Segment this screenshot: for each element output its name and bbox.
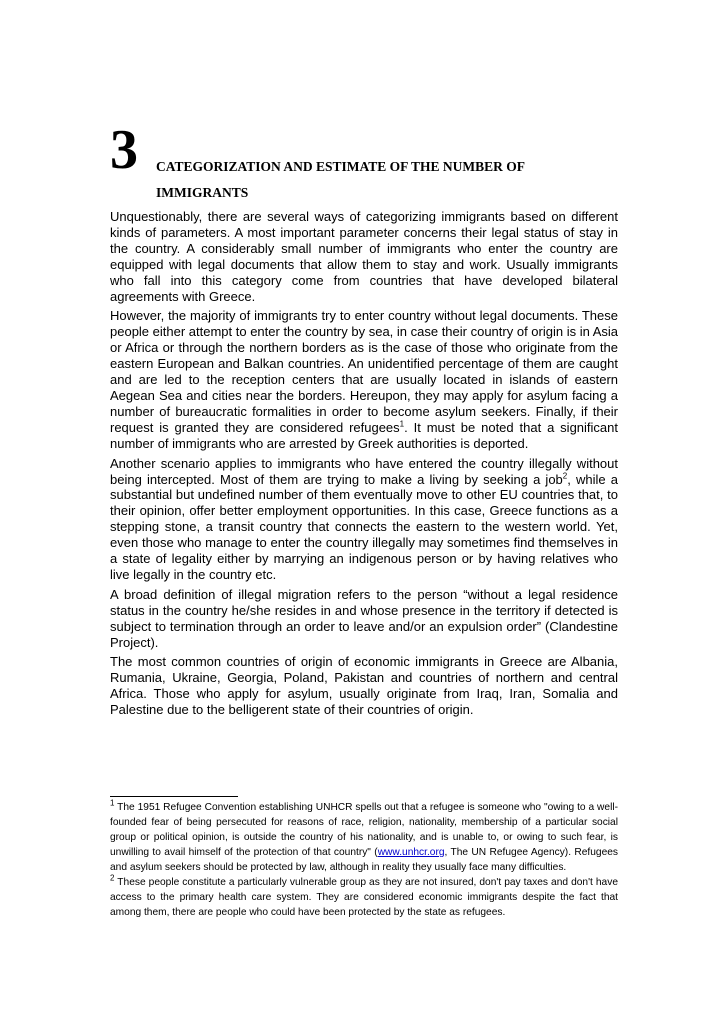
paragraph-3 [110, 456, 618, 583]
chapter-number: 3 [110, 119, 138, 181]
footnote-ref-1[interactable]: 1 [399, 419, 405, 429]
footnote-1 [110, 800, 618, 875]
footnote-2-text: These people constitute a particularly vulnerable group as they are not insured, don't pay taxes and don't have access to the primary health care system. They are considered economic immigrants despite the fact that among them, there are people who could have been protected by the state as refugees. [110, 877, 618, 918]
chapter-title [156, 154, 616, 206]
footnote-2-mark: 2 [110, 873, 115, 883]
paragraph-2-text-a: However, the majority of immigrants try to enter country without legal documents. These people either attempt to enter the country by sea, in case their country of origin is in Asia or Africa or through the northern borders as is the case of those who originate from the eastern European and Balkan countries. An unidentified percentage of them are caught and are led to the reception centers that are usually located in islands of eastern Aegean Sea and cities near the borders. Hereupon, they may apply for asylum facing a number of bureaucratic formalities in order to become asylum seekers. Finally, if their request is granted they are considered refugees [110, 308, 619, 435]
unhcr-link[interactable]: www.unhcr.org [377, 847, 445, 858]
paragraph-1: Unquestionably, there are several ways of categorizing immigrants based on different kinds of parameters. A most important parameter concerns their legal status of stay in the country. A considerably small number of immigrants who enter the country are equipped with legal documents that allow them to stay and work. Usually immigrants who fall into this category come from countries that have developed bilateral agreements with Greece. [110, 209, 618, 304]
paragraph-3-text-b: , while a substantial but undefined number of them eventually move to other EU countries that, to their opinion, offer better employment opportunities. In this case, Greece functions as a stepping stone, a transit country that connects the eastern to the western world. Yet, even those who manage to enter the country illegally may sometimes find themselves in a state of legality either by marrying an indigenous person or by having relatives who live legally in the country etc. [110, 471, 618, 582]
footnote-1-text-a: The 1951 Refugee Convention establishing UNHCR spells out that a refugee is someone who "owing to a well-founded fear of being persecuted for reasons of race, religion, nationality, membership of a particular social group or political opinion, is outside the country of his nationality, and is unable to, or owing to such fear, is unwilling to avail himself of the protection of that country" ( [110, 802, 618, 858]
paragraph-2 [110, 308, 618, 451]
chapter-title-line2: IMMIGRANTS [156, 185, 249, 200]
chapter-heading [110, 119, 620, 200]
paragraph-2-text-b: . It must be noted that a significant number of immigrants who are arrested by Greek authorities is deported. [110, 419, 618, 451]
chapter-title-line1: CATEGORIZATION AND ESTIMATE OF THE NUMBER OF [156, 159, 526, 174]
footnote-1-mark: 1 [110, 798, 115, 808]
footnote-separator [110, 796, 238, 797]
footnotes [110, 800, 618, 920]
footnote-2 [110, 875, 618, 920]
footnote-1-text-b: , The UN Refugee Agency). Refugees and asylum seekers should be protected by law, although in reality they usually face many difficulties. [110, 847, 618, 873]
paragraph-5: The most common countries of origin of economic immigrants in Greece are Albania, Rumania, Ukraine, Georgia, Poland, Pakistan and countries of northern and central Africa. Those who apply for asylum, usually originate from Iraq, Iran, Somalia and Palestine due to the belligerent state of their countries of origin. [110, 654, 618, 718]
body-text [110, 209, 618, 722]
footnote-ref-2[interactable]: 2 [562, 471, 568, 481]
paragraph-3-text-a: Another scenario applies to immigrants who have entered the country illegally without being intercepted. Most of them are trying to make a living by seeking a job [110, 455, 618, 487]
paragraph-4: A broad definition of illegal migration refers to the person “without a legal residence status in the country he/she resides in and whose presence in the territory if detected is subject to termination through an order to leave and/or an expulsion order” (Clandestine Project). [110, 586, 618, 650]
